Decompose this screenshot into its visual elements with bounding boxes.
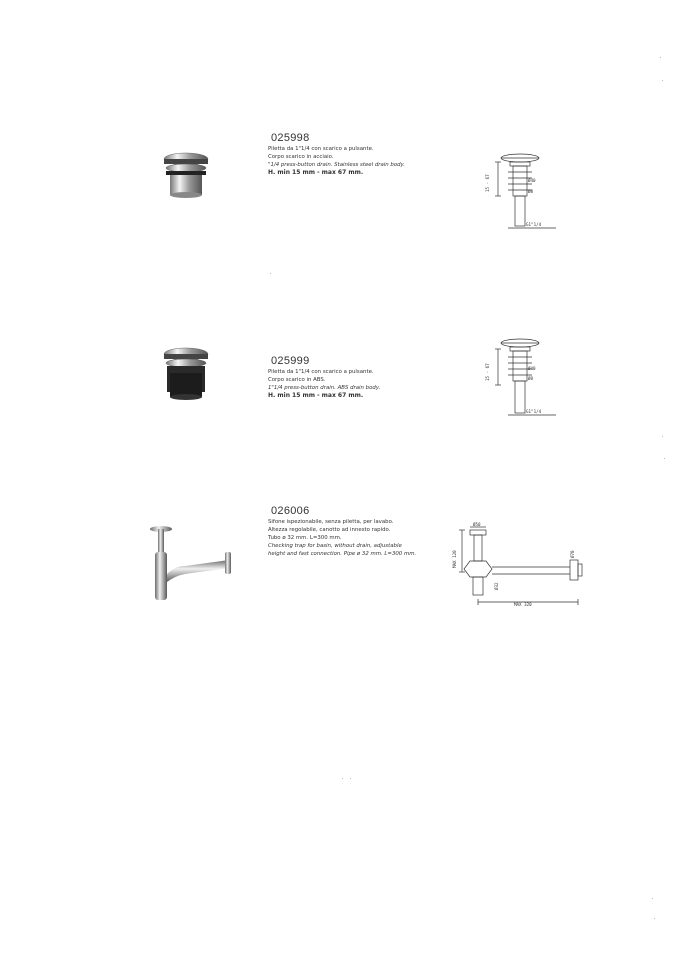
product-code: 026006 <box>271 505 310 517</box>
desc-line-it: Piletta da 1"1/4 con scarico a pulsante. <box>268 369 374 375</box>
product-photo-026006 <box>145 522 237 604</box>
technical-drawing-025998 <box>480 150 560 234</box>
dim-diameter-2: Ø8 <box>528 189 534 194</box>
pop-up-drain-drawing-icon <box>480 150 560 234</box>
desc-line-en: height and fast connection. Pipe ø 32 mm. L=300 mm. <box>268 551 417 557</box>
bottle-trap-drawing-icon <box>448 522 588 608</box>
desc-line-it: Piletta da 1"1/4 con scarico a pulsante. <box>268 146 374 152</box>
product-photo-025999 <box>158 345 214 405</box>
chrome-pop-up-drain-icon <box>158 150 214 206</box>
scan-speck <box>662 436 663 437</box>
scan-speck <box>270 273 271 274</box>
scan-speck <box>652 898 653 899</box>
desc-line-it: Sifone ispezionabile, senza piletta, per lavabo. <box>268 519 394 525</box>
bottle-trap-icon <box>145 522 237 604</box>
dim-height: 15 - 67 <box>485 363 490 381</box>
dim-top-diameter: Ø50 <box>473 522 481 527</box>
scan-speck <box>350 778 351 779</box>
product-code: 025998 <box>271 132 310 144</box>
desc-line-en: "1/4 press-button drain. Stainless steel drain body. <box>268 162 406 168</box>
dim-diameter-1: Ø40 <box>528 366 536 371</box>
scan-speck <box>662 80 663 81</box>
dim-flange-diameter: Ø70 <box>570 550 575 558</box>
desc-line-dimensions: H. min 15 mm - max 67 mm. <box>268 169 364 176</box>
dim-diameter-1: Ø40 <box>528 178 536 183</box>
product-description <box>268 145 405 177</box>
desc-line-it: Corpo scarico in ABS. <box>268 377 326 383</box>
dim-diameter-2: Ø8 <box>528 376 534 381</box>
product-photo-025998 <box>158 150 214 206</box>
scan-speck <box>664 458 665 459</box>
dim-length: MAX 320 <box>514 602 532 607</box>
dim-thread: G1"1/4 <box>526 409 542 414</box>
product-code: 025999 <box>271 355 310 367</box>
dim-height: MAX 120 <box>452 550 457 568</box>
desc-line-it: Tubo ø 32 mm. L=300 mm. <box>268 535 342 541</box>
technical-drawing-025999 <box>480 335 560 421</box>
scan-speck <box>660 57 661 58</box>
desc-line-dimensions: H. min 15 mm - max 67 mm. <box>268 392 364 399</box>
pop-up-drain-drawing-icon <box>480 335 560 421</box>
product-description <box>268 368 380 400</box>
desc-line-it: Altezza regolabile, canotto ad innesto rapido. <box>268 527 391 533</box>
dim-thread: G1"1/4 <box>526 222 542 227</box>
scan-speck <box>342 778 343 779</box>
dim-height: 15 - 67 <box>485 174 490 192</box>
desc-line-it: Corpo scarico in acciaio. <box>268 154 334 160</box>
desc-line-en: Checking trap for basin, without drain, adjustable <box>268 543 402 549</box>
abs-pop-up-drain-icon <box>158 345 214 405</box>
dim-pipe-diameter: Ø32 <box>494 582 499 590</box>
scan-speck <box>654 918 655 919</box>
product-description <box>268 518 416 558</box>
technical-drawing-026006 <box>448 522 588 608</box>
desc-line-en: 1"1/4 press-button drain. ABS drain body. <box>268 385 381 391</box>
